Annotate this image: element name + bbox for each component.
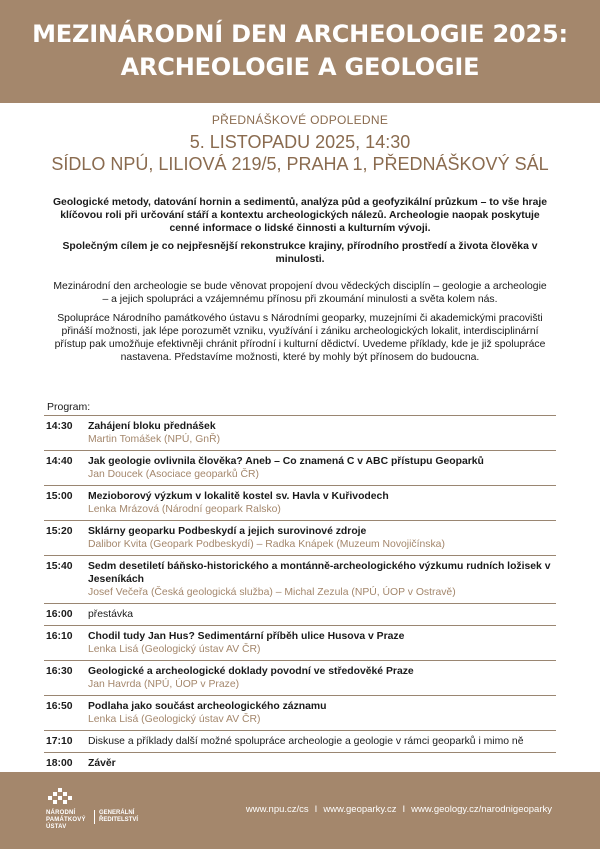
program-row xyxy=(44,415,556,450)
program-content xyxy=(88,560,556,599)
npu-logo xyxy=(46,786,166,836)
link-npu[interactable]: www.npu.cz/cs xyxy=(245,804,309,815)
logo-subtext: GENERÁLNÍ ŘEDITELSTVÍ xyxy=(94,810,138,824)
program-content xyxy=(88,490,556,516)
program-label: Program: xyxy=(47,401,91,413)
title-line-2: ARCHEOLOGIE A GEOLOGIE xyxy=(120,53,480,81)
program-time: 14:40 xyxy=(46,456,73,467)
program-talk: Závěr xyxy=(88,758,116,769)
program-speaker: Martin Tomášek (NPÚ, GnŘ) xyxy=(88,434,221,445)
program-row xyxy=(44,625,556,660)
program-time: 17:10 xyxy=(46,736,73,747)
header-banner xyxy=(0,0,600,103)
program-row xyxy=(44,695,556,730)
program-speaker: Lenka Mrázová (Národní geopark Ralsko) xyxy=(88,504,281,515)
program-row xyxy=(44,730,556,752)
link-separator: I xyxy=(314,804,318,815)
program-row xyxy=(44,555,556,603)
program-speaker: Lenka Lisá (Geologický ústav AV ČR) xyxy=(88,714,261,725)
intro-paragraph-1: Geologické metody, datování hornin a sedimentů, analýza půd a geofyzikální průzkum – to vše hraje klíčovou roli při určování stáří a kontextu archeologických nálezů. Archeologie naopak poskytuje cenné informace o lidské činnosti a kulturním vývoji. xyxy=(52,197,548,234)
program-time: 16:10 xyxy=(46,631,73,642)
program-time: 16:00 xyxy=(46,609,73,620)
program-content xyxy=(88,700,556,726)
footer xyxy=(0,772,600,849)
program-time: 16:50 xyxy=(46,701,73,712)
link-separator: I xyxy=(402,804,406,815)
intro-paragraph-2: Společným cílem je co nejpřesnější rekonstrukce krajiny, přírodního prostředí a života člověka v minulosti. xyxy=(62,241,538,265)
event-kicker: PŘEDNÁŠKOVÉ ODPOLEDNE xyxy=(211,113,389,127)
body-paragraph-1: Mezinárodní den archeologie se bude věnovat propojení dvou vědeckých disciplín – geologie a archeologie – a jejich spolupráci a vzájemnému přínosu při zkoumání minulosti a světa kolem nás. xyxy=(53,281,547,305)
event-date: 5. LISTOPADU 2025, 14:30 xyxy=(189,132,411,152)
program-time: 15:20 xyxy=(46,526,73,537)
program-time: 16:30 xyxy=(46,666,73,677)
program-content xyxy=(88,757,556,770)
program-speaker: Jan Havrda (NPÚ, ÚOP v Praze) xyxy=(88,679,240,690)
program-speaker: Lenka Lisá (Geologický ústav AV ČR) xyxy=(88,644,261,655)
body-paragraph-2: Spolupráce Národního památkového ústavu s Národními geoparky, muzejními či akademickými pracovišti přináší možnosti, jak lépe porozumět vzniku, využívání i zániku archeologických lokalit, interdisciplinární přístup pak umožňuje efektivněji chránit přírodní i kulturní dědictví. Uvedeme příklady, kde je již spolupráce nastavena. Představíme možnosti, které by mohly být přínosem do budoucna. xyxy=(54,313,546,363)
link-geoparky[interactable]: www.geoparky.cz xyxy=(323,804,397,815)
program-speaker: Josef Večeřa (Česká geologická služba) – Michal Zezula (NPÚ, ÚOP v Ostravě) xyxy=(88,587,456,598)
program-speaker: Jan Doucek (Asociace geoparků ČR) xyxy=(88,469,259,480)
program-content xyxy=(88,608,556,621)
program-list xyxy=(44,415,556,774)
event-info xyxy=(0,113,600,175)
program-row xyxy=(44,485,556,520)
program-row xyxy=(44,660,556,695)
program-talk: Zahájení bloku přednášek xyxy=(88,421,216,432)
program-talk: Sklárny geoparku Podbeskydí a jejich surovinové zdroje xyxy=(88,526,367,537)
title-line-1: MEZINÁRODNÍ DEN ARCHEOLOGIE 2025: xyxy=(32,20,568,48)
logo-text: NÁRODNÍ PAMÁTKOVÝ ÚSTAV xyxy=(46,810,86,830)
program-content xyxy=(88,630,556,656)
program-talk: přestávka xyxy=(88,609,134,620)
program-talk: Diskuse a příklady další možné spolupráce archeologie a geologie v rámci geoparků i mimo ně xyxy=(88,736,524,747)
program-time: 18:00 xyxy=(46,758,73,769)
program-row xyxy=(44,520,556,555)
program-talk: Podlaha jako součást archeologického záznamu xyxy=(88,701,327,712)
page-title xyxy=(0,0,600,84)
program-row xyxy=(44,603,556,625)
program-time: 15:00 xyxy=(46,491,73,502)
program-talk: Chodil tudy Jan Hus? Sedimentární příběh ulice Husova v Praze xyxy=(88,631,405,642)
event-place: SÍDLO NPÚ, LILIOVÁ 219/5, PRAHA 1, PŘEDNÁŠKOVÝ SÁL xyxy=(51,154,549,174)
body-text xyxy=(50,280,550,370)
footer-links xyxy=(246,804,552,815)
program-time: 14:30 xyxy=(46,421,73,432)
intro-text xyxy=(50,196,550,271)
program-content xyxy=(88,420,556,446)
npu-logo-icon xyxy=(46,786,76,808)
program-talk: Geologické a archeologické doklady povodní ve středověké Praze xyxy=(88,666,414,677)
program-talk: Mezioborový výzkum v lokalitě kostel sv. Havla v Kuřivodech xyxy=(88,491,389,502)
program-row xyxy=(44,450,556,485)
program-content xyxy=(88,525,556,551)
program-content xyxy=(88,735,556,748)
program-content xyxy=(88,665,556,691)
link-geology[interactable]: www.geology.cz/narodnigeoparky xyxy=(411,804,552,815)
program-speaker: Dalibor Kvita (Geopark Podbeskydí) – Radka Knápek (Muzeum Novojičínska) xyxy=(88,539,445,550)
program-row xyxy=(44,752,556,774)
program-time: 15:40 xyxy=(46,561,73,572)
program-talk: Jak geologie ovlivnila člověka? Aneb – Co znamená C v ABC přístupu Geoparků xyxy=(88,456,484,467)
program-content xyxy=(88,455,556,481)
program-talk: Sedm desetiletí báňsko-historického a montánně-archeologického výzkumu rudních ložisek v Jeseníkách xyxy=(88,561,551,585)
